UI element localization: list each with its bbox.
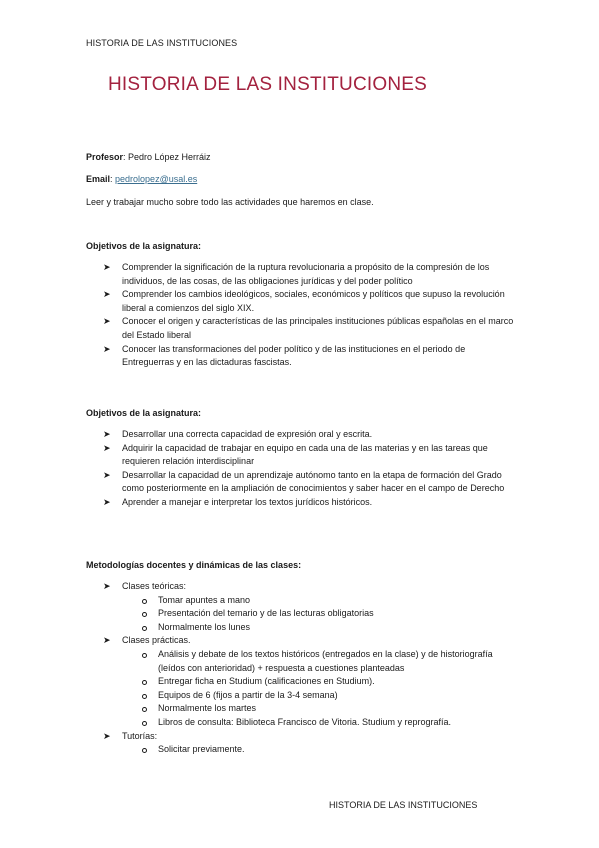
circle-bullet-icon [142, 599, 147, 604]
document-title: HISTORIA DE LAS INSTITUCIONES [108, 74, 428, 95]
list-item [86, 730, 516, 757]
professor-name: : Pedro López Herráiz [123, 152, 211, 162]
arrow-bullet-icon: ➤ [103, 429, 111, 439]
section-heading: Objetivos de la asignatura: [86, 408, 202, 418]
objectives-list [86, 261, 516, 370]
circle-bullet-icon [142, 694, 147, 699]
objectives-list [86, 428, 516, 510]
circle-bullet-icon [142, 680, 147, 685]
list-item [86, 261, 516, 288]
circle-bullet-icon [142, 612, 147, 617]
section-heading: Objetivos de la asignatura: [86, 241, 202, 251]
list-item-text: Desarrollar la capacidad de un aprendizaje autónomo tanto en la etapa de formación del Grado como posteriormente en la ampliación de conocimientos y saber hacer en el campo de Derecho [122, 469, 505, 494]
list-item [86, 634, 516, 729]
email-label: Email [86, 174, 111, 184]
email-line [86, 174, 197, 184]
list-item-text: Tutorías: [122, 730, 158, 741]
sub-list-item [122, 743, 516, 757]
sub-list [122, 594, 516, 635]
list-item-text: Conocer el origen y características de las principales instituciones públicas españolas en el marco del Estado liberal [122, 316, 514, 340]
list-item [86, 580, 516, 634]
sub-list-item-text: Solicitar previamente. [158, 744, 245, 755]
arrow-bullet-icon: ➤ [103, 581, 111, 591]
running-footer: HISTORIA DE LAS INSTITUCIONES [329, 800, 478, 810]
list-item-text: Clases prácticas. [122, 635, 191, 646]
list-item-text: Desarrollar una correcta capacidad de expresión oral y escrita. [122, 429, 373, 439]
sub-list-item-text: Entregar ficha en Studium (calificaciones en Studium). [158, 676, 375, 687]
sub-list-item-text: Normalmente los lunes [158, 621, 251, 632]
professor-line [86, 152, 211, 162]
circle-bullet-icon [142, 748, 147, 753]
sub-list-item [122, 675, 516, 689]
email-link[interactable]: pedrolopez@usal.es [115, 174, 198, 184]
list-item [86, 442, 516, 469]
running-header: HISTORIA DE LAS INSTITUCIONES [86, 38, 238, 48]
sub-list-item [122, 607, 516, 621]
sub-list [122, 743, 516, 757]
list-item-text: Adquirir la capacidad de trabajar en equipo en cada una de las materias y en las tareas que requieren relación interdisciplinar [122, 442, 488, 467]
arrow-bullet-icon: ➤ [103, 635, 111, 646]
list-item-text: Comprender la significación de la ruptura revolucionaria a propósito de la compresión de los individuos, de las cosas, de las obligaciones jurídicas y del poder político [122, 262, 490, 286]
sub-list-item-text: Libros de consulta: Biblioteca Francisco de Vitoria. Studium y reprografía. [158, 716, 451, 727]
list-item-text: Aprender a manejar e interpretar los textos jurídicos históricos. [122, 496, 373, 507]
list-item [86, 315, 516, 342]
sub-list-item [122, 621, 516, 635]
professor-label: Profesor [86, 152, 124, 162]
circle-bullet-icon [142, 721, 147, 726]
list-item-text: Clases teóricas: [122, 581, 187, 591]
sub-list-item-text: Presentación del temario y de las lecturas obligatorias [158, 608, 374, 619]
methodology-list [86, 580, 516, 757]
sub-list-item-text: Normalmente los martes [158, 703, 257, 714]
sub-list-item-text: Tomar apuntes a mano [158, 594, 251, 605]
sub-list-item [122, 594, 516, 608]
arrow-bullet-icon: ➤ [103, 442, 111, 453]
circle-bullet-icon [142, 707, 147, 712]
intro-text: Leer y trabajar mucho sobre todo las actividades que haremos en clase. [86, 197, 374, 207]
list-item [86, 428, 516, 442]
arrow-bullet-icon: ➤ [103, 730, 111, 741]
arrow-bullet-icon: ➤ [103, 316, 111, 327]
sub-list-item [122, 648, 516, 675]
list-item [86, 469, 516, 496]
email-separator: : [110, 174, 116, 184]
sub-list-item [122, 689, 516, 703]
list-item-text: Conocer las transformaciones del poder político y de las instituciones en el periodo de Entreguerras y en las dictaduras fascistas. [122, 343, 466, 368]
list-item-text: Comprender los cambios ideológicos, sociales, económicos y políticos que supuso la revolución liberal a comienzos del siglo XIX. [122, 289, 505, 313]
arrow-bullet-icon: ➤ [103, 262, 111, 272]
sub-list-item [122, 702, 516, 716]
arrow-bullet-icon: ➤ [103, 496, 111, 507]
arrow-bullet-icon: ➤ [103, 343, 111, 354]
list-item [86, 288, 516, 315]
sub-list-item [122, 716, 516, 730]
circle-bullet-icon [142, 626, 147, 631]
list-item [86, 343, 516, 370]
section-heading: Metodologías docentes y dinámicas de las clases: [86, 560, 302, 570]
arrow-bullet-icon: ➤ [103, 289, 111, 300]
sub-list-item-text: Equipos de 6 (fijos a partir de la 3-4 semana) [158, 689, 338, 700]
list-item [86, 496, 516, 510]
circle-bullet-icon [142, 653, 147, 658]
sub-list-item-text: Análisis y debate de los textos históricos (entregados en la clase) y de historiografía (leídos con anterioridad) + respuesta a cuestiones planteadas [158, 648, 493, 673]
sub-list [122, 648, 516, 730]
arrow-bullet-icon: ➤ [103, 469, 111, 480]
